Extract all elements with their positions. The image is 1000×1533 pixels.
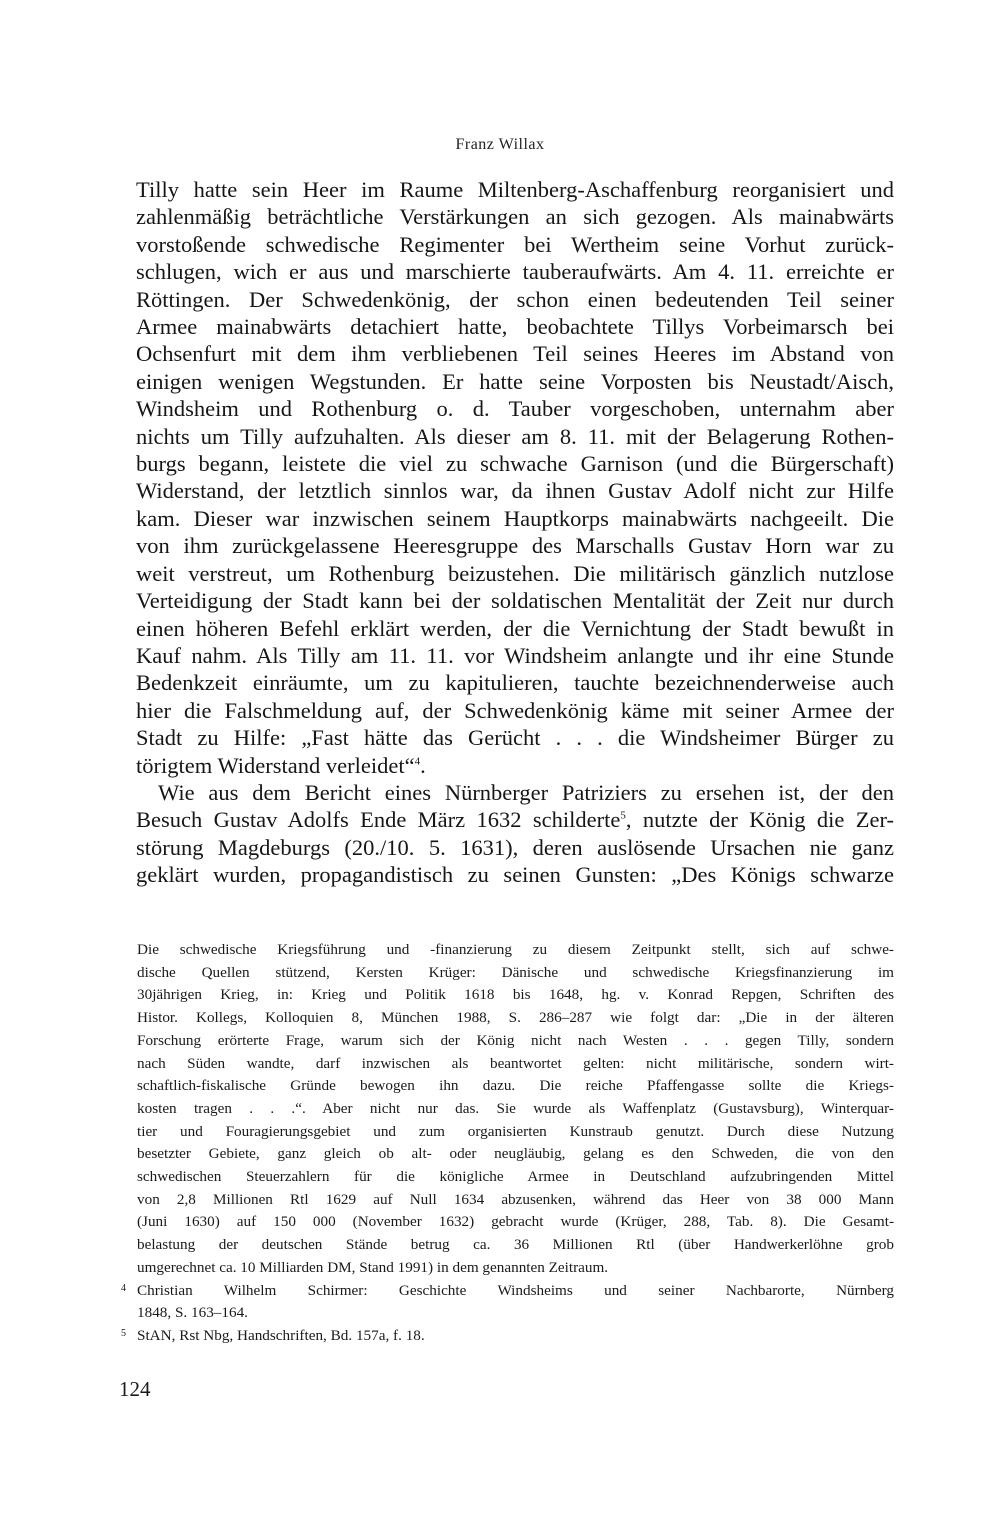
footnote-line: von 2,8 Millionen Rtl 1629 auf Null 1634 abzusenken, während das Heer von 38 000 Mann [137, 1190, 894, 1208]
footnote-line: Die schwedische Kriegsführung und -finanzierung zu diesem Zeitpunkt stellt, sich auf schwe- [137, 941, 894, 958]
text-line: einigen wenigen Wegstunden. Er hatte seine Vorposten bis Neustadt/Aisch, [136, 368, 894, 394]
text-line: Widerstand, der letztlich sinnlos war, da ihnen Gustav Adolf nicht zur Hilfe [136, 478, 894, 504]
text-line: Bedenkzeit einräumte, um zu kapitulieren, tauchte bezeichnenderweise auch [136, 670, 894, 696]
footnote-continuation [137, 939, 894, 1280]
line-text: Besuch Gustav Adolfs Ende März 1632 schilderte [136, 807, 621, 833]
text-line: Tilly hatte sein Heer im Raume Miltenberg-Aschaffenburg reorganisiert und [136, 177, 894, 202]
line-text: , nutzte der König die Zer- [625, 807, 894, 833]
footnote-line: tier und Fouragierungsgebiet und zum organisierten Kunstraub genutzt. Durch diese Nutzung [137, 1122, 894, 1140]
footnote-ref: 5 [620, 809, 626, 822]
text-line: Röttingen. Der Schwedenkönig, der schon einen bedeutenden Teil seiner [136, 286, 894, 312]
text-line: Armee mainabwärts detachiert hatte, beobachtete Tillys Vorbeimarsch bei [136, 314, 894, 340]
footnote-ref: 4 [414, 755, 421, 768]
text-line: kam. Dieser war inzwischen seinem Hauptkorps mainabwärts nachgeeilt. Die [136, 505, 894, 531]
running-head: Franz Willax [455, 136, 545, 153]
text-line: Verteidigung der Stadt kann bei der soldatischen Mentalität der Zeit nur durch [136, 588, 894, 614]
text-line: Windsheim und Rothenburg o. d. Tauber vorgeschoben, unternahm aber [136, 396, 894, 422]
text-line: vorstoßende schwedische Regimenter bei Wertheim seine Vorhut zurück- [136, 231, 894, 257]
footnote-marker: 4 [121, 1282, 126, 1294]
footnote-line: belastung der deutschen Stände betrug ca. 36 Millionen Rtl (über Handwerkerlöhne grob [137, 1236, 894, 1254]
line-text: törigtem Widerstand verleidet“ [136, 752, 415, 778]
text-line: zahlenmäßig beträchtliche Verstärkungen an sich gezogen. Als mainabwärts [136, 204, 894, 230]
footnote-line: Forschung erörterte Frage, warum sich der König nicht nach Westen . . . gegen Tilly, sondern [137, 1031, 894, 1049]
footnote-line: schwedischen Steuerzahlern für die königliche Armee in Deutschland aufzubringenden Mittel [137, 1168, 894, 1186]
text-line [136, 752, 894, 779]
text-line: Wie aus dem Bericht eines Nürnberger Patriziers zu ersehen ist, der den [158, 779, 894, 805]
text-line [136, 806, 894, 833]
footnote-line: nach Süden wandte, darf inzwischen als beantwortet gelten: nicht militärische, sondern wirt- [137, 1054, 894, 1072]
text-line: Stadt zu Hilfe: „Fast hätte das Gerücht . . . die Windsheimer Bürger zu [136, 725, 894, 751]
footnote-line: Histor. Kollegs, Kolloquien 8, München 1988, S. 286–287 wie folgt dar: „Die in der älteren [137, 1009, 894, 1027]
text-line: von ihm zurückgelassene Heeresgruppe des Marschalls Gustav Horn war zu [136, 533, 894, 559]
text-line: nichts um Tilly aufzuhalten. Als dieser am 8. 11. mit der Belagerung Rothen- [136, 423, 894, 449]
text-line: störung Magdeburgs (20./10. 5. 1631), deren auslösende Ursachen nie ganz [136, 834, 894, 860]
footnote-line: dische Quellen stützend, Kersten Krüger: Dänische und schwedische Kriegsfinanzierung im [137, 963, 894, 981]
text-line: Kauf nahm. Als Tilly am 11. 11. vor Windsheim anlangte und ihr eine Stunde [136, 642, 894, 668]
footnote-marker: 5 [121, 1327, 126, 1339]
footnote-line: Christian Wilhelm Schirmer: Geschichte Windsheims und seiner Nachbarorte, Nürnberg [137, 1281, 894, 1299]
footnote-line: 30jährigen Krieg, in: Krieg und Politik 1618 bis 1648, hg. v. Konrad Repgen, Schriften des [137, 986, 894, 1004]
footnote-line: umgerechnet ca. 10 Milliarden DM, Stand 1991) in dem genannten Zeitraum. [137, 1258, 609, 1276]
footnote-line: (Juni 1630) auf 150 000 (November 1632) gebracht wurde (Krüger, 288, Tab. 8). Die Gesamt- [137, 1213, 894, 1231]
footnote-4 [121, 1280, 894, 1325]
main-text [136, 176, 894, 889]
text-line: geklärt wurden, propagandistisch zu seinen Gunsten: „Des Königs schwarze [136, 862, 894, 888]
page-number: 124 [119, 1377, 151, 1401]
footnote-line: kosten tragen . . .“. Aber nicht nur das. Sie wurde als Waffenplatz (Gustavsburg), Winterquar- [137, 1099, 894, 1117]
footnote-line: StAN, Rst Nbg, Handschriften, Bd. 157a, f. 18. [137, 1326, 425, 1344]
footnote-5 [121, 1325, 894, 1348]
text-line: Ochsenfurt mit dem ihm verbliebenen Teil seines Heeres im Abstand von [136, 341, 894, 367]
footnote-line: schaftlich-fiskalische Gründe bewogen ihn dazu. Die reiche Pfaffengasse sollte die Kriegs- [137, 1077, 894, 1095]
footnote-line: 1848, S. 163–164. [137, 1304, 248, 1322]
text-line: einen höheren Befehl erklärt werden, der die Vernichtung der Stadt bewußt in [136, 615, 894, 641]
footnote-line: besetzter Gebiete, ganz gleich ob alt- oder neugläubig, gelang es den Schweden, die von den [137, 1145, 894, 1163]
text-line: hier die Falschmeldung auf, der Schwedenkönig käme mit seiner Armee der [136, 697, 894, 723]
text-line: weit verstreut, um Rothenburg beizustehen. Die militärisch gänzlich nutzlose [136, 560, 894, 586]
line-text: . [420, 752, 426, 778]
text-line: schlugen, wich er aus und marschierte tauberaufwärts. Am 4. 11. erreichte er [136, 259, 894, 285]
footnotes [121, 939, 894, 1348]
text-line: burgs begann, leistete die viel zu schwache Garnison (und die Bürgerschaft) [136, 451, 894, 477]
